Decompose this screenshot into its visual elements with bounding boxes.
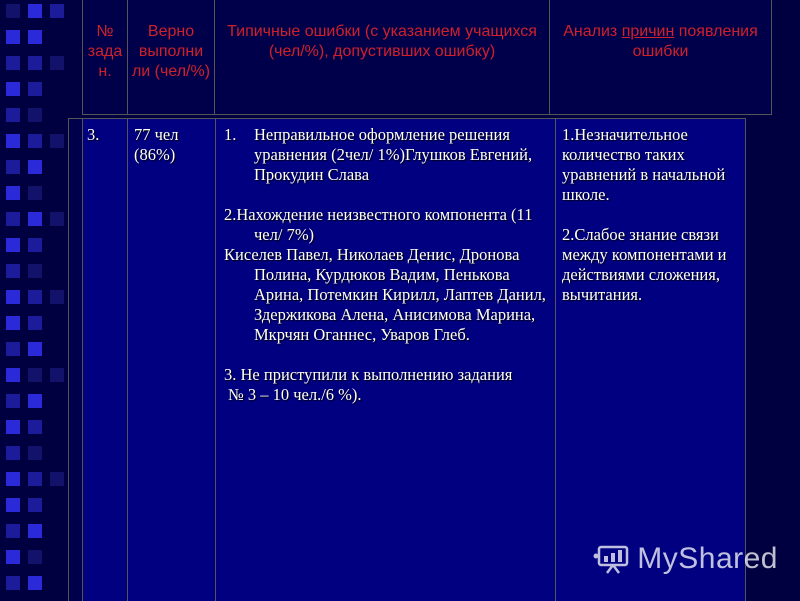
header-analysis: [550, 0, 771, 114]
table-row: [68, 118, 746, 601]
row-correct: 77 чел (86%): [128, 119, 216, 601]
row-number: 3.: [83, 119, 128, 601]
header-analysis-post: появления ошибки: [632, 23, 758, 60]
header-number: № зада н.: [83, 0, 128, 114]
row-spacer-cell: [69, 119, 83, 601]
header-analysis-underlined: причин: [621, 23, 675, 40]
analysis-item-1: 1.Незначительное количество таких уравнений в начальной школе.: [562, 125, 726, 204]
header-errors: Типичные ошибки (с указанием учащихся (чел/%), допустивших ошибку): [215, 0, 550, 114]
decorative-squares: [0, 0, 70, 600]
header-correct: Верно выполни ли (чел/%): [128, 0, 215, 114]
presentation-board-icon: [593, 544, 631, 574]
header-analysis-pre: Анализ: [563, 23, 622, 40]
error-item-1-text: Неправильное оформление решения уравнения (2чел/ 1%)Глушков Евгений, Прокудин Слава: [254, 125, 533, 184]
watermark-text: MyShared: [637, 542, 778, 575]
table-header: [82, 0, 772, 115]
error-item-1: [224, 125, 547, 185]
error-item-2-names: Киселев Павел, Николаев Денис, Дронова Полина, Курдюков Вадим, Пенькова Арина, Потемкин Кирилл, Лаптев Данил, Здержикова Алена, Анисимова Марина, Мкрчян Оганнес, Уваров Глеб.: [224, 245, 546, 344]
watermark: [593, 542, 778, 576]
error-item-3-head: 3. Не приступили к выполнению задания: [224, 365, 513, 384]
error-item-1-number: 1.: [224, 125, 237, 144]
error-item-2-head: 2.Нахождение неизвестного компонента (11 чел/ 7%): [224, 205, 533, 244]
error-item-3-stat: № 3 – 10 чел./6 %).: [228, 385, 362, 404]
row-errors: [216, 119, 556, 601]
analysis-item-2: 2.Слабое знание связи между компонентами и действиями сложения, вычитания.: [562, 225, 727, 304]
row-analysis: [556, 119, 745, 601]
